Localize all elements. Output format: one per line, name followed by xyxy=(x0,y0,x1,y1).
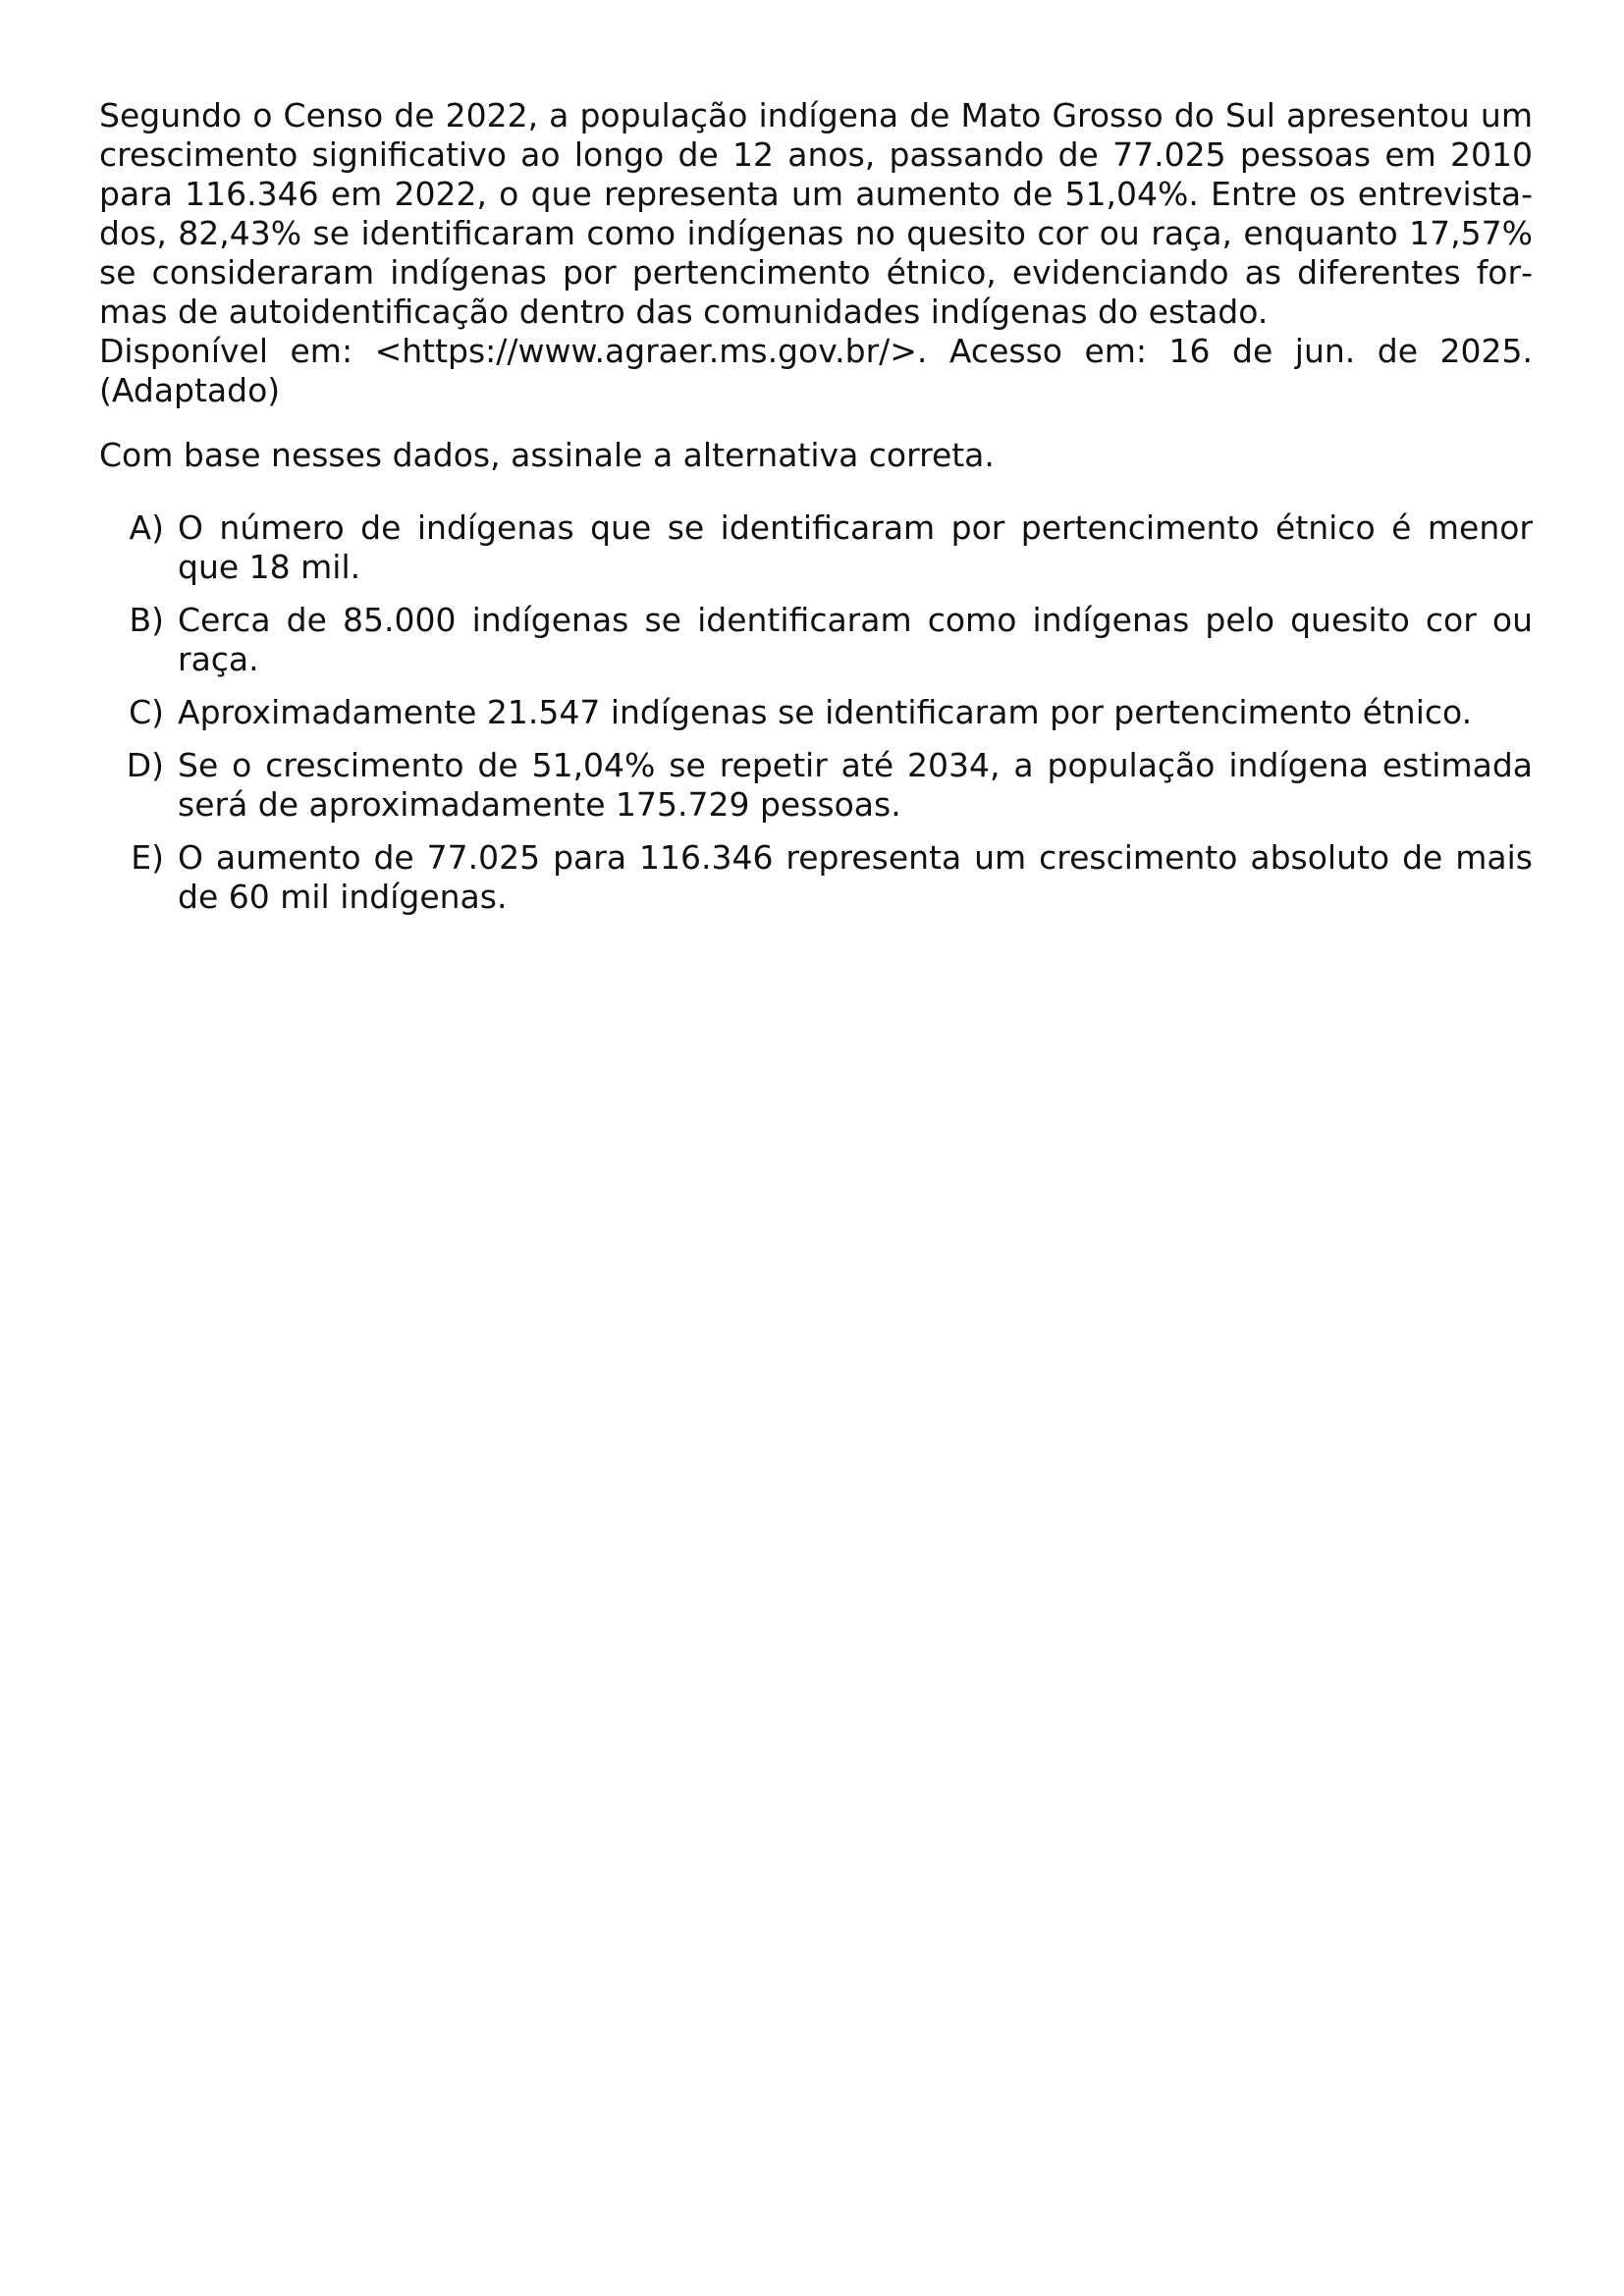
question-page xyxy=(99,96,1533,931)
option-e[interactable] xyxy=(99,838,1533,917)
option-e-text: O aumento de 77.025 para 116.346 representa um crescimento absoluto de mais de 60 mil indígenas. xyxy=(178,838,1533,916)
option-c-text: Aproximadamente 21.547 indígenas se identificaram por pertencimento étnico. xyxy=(178,693,1473,731)
option-b-text: Cerca de 85.000 indígenas se identificaram como indígenas pelo quesito cor ou raça. xyxy=(178,601,1533,678)
citation-source-line: Disponível em: <https://www.agraer.ms.gov.br/>. Acesso em: 16 de jun. de 2025. xyxy=(99,332,1533,370)
question-prompt: Com base nesses dados, assinale a alternativa correta. xyxy=(99,436,995,474)
option-a-text: O número de indígenas que se identificaram por pertencimento étnico é menor que 18 mil. xyxy=(178,508,1533,586)
option-c[interactable] xyxy=(99,693,1533,732)
citation-adapted-note: (Adaptado) xyxy=(99,371,281,409)
answer-options xyxy=(99,508,1533,917)
passage-paragraph: Segundo o Censo de 2022, a população indígena de Mato Grosso do Sul apresentou um crescimento significativo ao longo de 12 anos, passando de 77.025 pessoas em 2010 para 116.346 em 2022, o que representa um aumento de 51,04%. Entre os entrevistados, 82,43% se identificaram como indígenas no quesito cor ou raça, enquanto 17,57% se consideraram indígenas por pertencimento étnico, evidenciando as diferentes formas de autoidentificação dentro das comunidades indígenas do estado. xyxy=(99,96,1533,331)
option-b-letter: B) xyxy=(129,601,164,639)
option-e-letter: E) xyxy=(131,838,164,877)
option-b[interactable] xyxy=(99,601,1533,679)
option-d-text: Se o crescimento de 51,04% se repetir até 2034, a população indígena estimada será de aproximadamente 175.729 pessoas. xyxy=(178,746,1533,824)
option-c-letter: C) xyxy=(129,693,164,731)
source-citation xyxy=(99,332,1533,410)
option-a-letter: A) xyxy=(129,508,164,547)
option-d[interactable] xyxy=(99,746,1533,825)
option-a[interactable] xyxy=(99,508,1533,587)
option-d-letter: D) xyxy=(126,746,164,784)
